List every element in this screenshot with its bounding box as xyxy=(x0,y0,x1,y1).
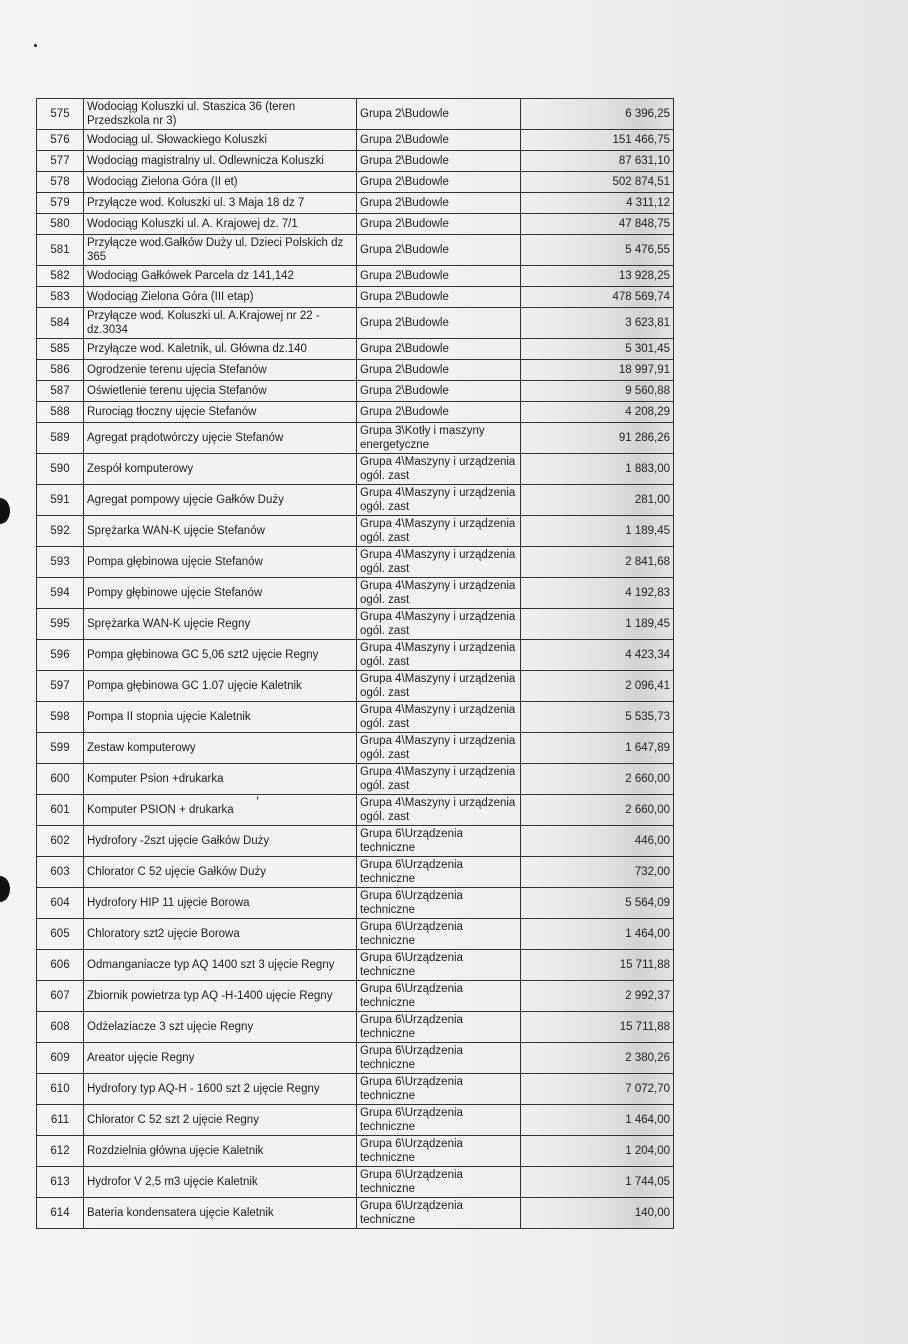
asset-value: 1 464,00 xyxy=(521,919,674,950)
asset-group: Grupa 2\Budowle xyxy=(357,381,521,402)
row-number: 576 xyxy=(37,130,84,151)
asset-name: Wodociąg Gałkówek Parcela dz 141,142 xyxy=(84,266,357,287)
asset-name: Wodociąg magistralny ul. Odlewnicza Koluszki xyxy=(84,151,357,172)
row-number: 578 xyxy=(37,172,84,193)
table-row xyxy=(37,578,674,609)
table-row xyxy=(37,919,674,950)
asset-name: Komputer PSION + drukarka xyxy=(84,795,357,826)
asset-group: Grupa 6\Urządzenia techniczne xyxy=(357,1043,521,1074)
asset-group: Grupa 2\Budowle xyxy=(357,360,521,381)
row-number: 581 xyxy=(37,235,84,266)
asset-group: Grupa 2\Budowle xyxy=(357,287,521,308)
table-row xyxy=(37,981,674,1012)
asset-value: 15 711,88 xyxy=(521,1012,674,1043)
asset-name: Wodociąg Zielona Góra (III etap) xyxy=(84,287,357,308)
asset-group: Grupa 6\Urządzenia techniczne xyxy=(357,1105,521,1136)
asset-group: Grupa 6\Urządzenia techniczne xyxy=(357,1074,521,1105)
asset-group: Grupa 6\Urządzenia techniczne xyxy=(357,950,521,981)
asset-name: Areator ujęcie Regny xyxy=(84,1043,357,1074)
asset-group: Grupa 4\Maszyny i urządzenia ogól. zast xyxy=(357,578,521,609)
row-number: 603 xyxy=(37,857,84,888)
asset-group: Grupa 4\Maszyny i urządzenia ogól. zast xyxy=(357,485,521,516)
row-number: 593 xyxy=(37,547,84,578)
table-row xyxy=(37,130,674,151)
table-row xyxy=(37,287,674,308)
asset-group: Grupa 4\Maszyny i urządzenia ogól. zast xyxy=(357,671,521,702)
row-number: 585 xyxy=(37,339,84,360)
asset-name: Chlorator C 52 szt 2 ujęcie Regny xyxy=(84,1105,357,1136)
scan-speck xyxy=(34,44,37,47)
asset-value: 151 466,75 xyxy=(521,130,674,151)
table-row xyxy=(37,308,674,339)
row-number: 596 xyxy=(37,640,84,671)
row-number: 611 xyxy=(37,1105,84,1136)
asset-value: 1 647,89 xyxy=(521,733,674,764)
table-row xyxy=(37,702,674,733)
asset-group: Grupa 6\Urządzenia techniczne xyxy=(357,981,521,1012)
table-row xyxy=(37,888,674,919)
asset-group: Grupa 4\Maszyny i urządzenia ogól. zast xyxy=(357,609,521,640)
row-number: 607 xyxy=(37,981,84,1012)
table-row xyxy=(37,640,674,671)
asset-group: Grupa 2\Budowle xyxy=(357,308,521,339)
asset-value: 91 286,26 xyxy=(521,423,674,454)
asset-value: 1 189,45 xyxy=(521,609,674,640)
asset-value: 2 841,68 xyxy=(521,547,674,578)
asset-group: Grupa 2\Budowle xyxy=(357,130,521,151)
table-row xyxy=(37,1136,674,1167)
asset-group: Grupa 6\Urządzenia techniczne xyxy=(357,857,521,888)
table-row xyxy=(37,235,674,266)
asset-group: Grupa 2\Budowle xyxy=(357,99,521,130)
asset-name: Zbiornik powietrza typ AQ -H-1400 ujęcie Regny xyxy=(84,981,357,1012)
table-row xyxy=(37,485,674,516)
asset-group: Grupa 4\Maszyny i urządzenia ogól. zast xyxy=(357,516,521,547)
asset-name: Agregat pompowy ujęcie Gałków Duży xyxy=(84,485,357,516)
row-number: 602 xyxy=(37,826,84,857)
asset-name: Hydrofor V 2,5 m3 ujęcie Kaletnik xyxy=(84,1167,357,1198)
asset-name: Chloratory szt2 ujęcie Borowa xyxy=(84,919,357,950)
asset-value: 2 096,41 xyxy=(521,671,674,702)
asset-name: Pompa II stopnia ujęcie Kaletnik xyxy=(84,702,357,733)
asset-value: 18 997,91 xyxy=(521,360,674,381)
asset-value: 281,00 xyxy=(521,485,674,516)
table-row xyxy=(37,1105,674,1136)
row-number: 595 xyxy=(37,609,84,640)
table-row xyxy=(37,172,674,193)
row-number: 597 xyxy=(37,671,84,702)
row-number: 605 xyxy=(37,919,84,950)
asset-value: 2 380,26 xyxy=(521,1043,674,1074)
asset-value: 5 301,45 xyxy=(521,339,674,360)
row-number: 592 xyxy=(37,516,84,547)
asset-group: Grupa 4\Maszyny i urządzenia ogól. zast xyxy=(357,702,521,733)
asset-value: 5 476,55 xyxy=(521,235,674,266)
asset-group: Grupa 2\Budowle xyxy=(357,214,521,235)
table-row xyxy=(37,360,674,381)
table-row xyxy=(37,423,674,454)
asset-group: Grupa 6\Urządzenia techniczne xyxy=(357,1136,521,1167)
asset-name: Wodociąg Zielona Góra (II et) xyxy=(84,172,357,193)
asset-group: Grupa 4\Maszyny i urządzenia ogól. zast xyxy=(357,733,521,764)
table-row xyxy=(37,764,674,795)
asset-name: Pompa głębinowa ujęcie Stefanów xyxy=(84,547,357,578)
row-number: 577 xyxy=(37,151,84,172)
asset-value: 47 848,75 xyxy=(521,214,674,235)
asset-name: Chlorator C 52 ujęcie Gałków Duży xyxy=(84,857,357,888)
asset-name: Przyłącze wod. Kaletnik, ul. Główna dz.140 xyxy=(84,339,357,360)
asset-value: 2 660,00 xyxy=(521,764,674,795)
asset-name: Komputer Psion +drukarka xyxy=(84,764,357,795)
asset-value: 2 660,00 xyxy=(521,795,674,826)
asset-value: 4 423,34 xyxy=(521,640,674,671)
asset-group: Grupa 6\Urządzenia techniczne xyxy=(357,919,521,950)
asset-value: 7 072,70 xyxy=(521,1074,674,1105)
asset-group: Grupa 4\Maszyny i urządzenia ogól. zast xyxy=(357,454,521,485)
asset-name: Odżelaziacze 3 szt ujęcie Regny xyxy=(84,1012,357,1043)
row-number: 588 xyxy=(37,402,84,423)
asset-name: Przyłącze wod. Koluszki ul. A.Krajowej nr 22 - dz.3034 xyxy=(84,308,357,339)
asset-name: Wodociąg ul. Słowackiego Koluszki xyxy=(84,130,357,151)
asset-value: 1 883,00 xyxy=(521,454,674,485)
asset-name: Pompa głębinowa GC 5,06 szt2 ujęcie Regny xyxy=(84,640,357,671)
table-row xyxy=(37,99,674,130)
asset-name: Ogrodzenie terenu ujęcia Stefanów xyxy=(84,360,357,381)
asset-group: Grupa 2\Budowle xyxy=(357,339,521,360)
asset-name: Zestaw komputerowy xyxy=(84,733,357,764)
row-number: 601 xyxy=(37,795,84,826)
table-row xyxy=(37,381,674,402)
table-row xyxy=(37,826,674,857)
row-number: 589 xyxy=(37,423,84,454)
asset-name: Hydrofory -2szt ujęcie Gałków Duży xyxy=(84,826,357,857)
row-number: 587 xyxy=(37,381,84,402)
asset-name: Przyłącze wod.Gałków Duży ul. Dzieci Polskich dz 365 xyxy=(84,235,357,266)
table-row xyxy=(37,857,674,888)
asset-name: Sprężarka WAN-K ujęcie Regny xyxy=(84,609,357,640)
asset-value: 446,00 xyxy=(521,826,674,857)
asset-name: Odmanganiacze typ AQ 1400 szt 3 ujęcie Regny xyxy=(84,950,357,981)
table-row xyxy=(37,671,674,702)
row-number: 612 xyxy=(37,1136,84,1167)
asset-name: Agregat prądotwórczy ujęcie Stefanów xyxy=(84,423,357,454)
row-number: 604 xyxy=(37,888,84,919)
asset-name: Wodociąg Koluszki ul. Staszica 36 (teren Przedszkola nr 3) xyxy=(84,99,357,130)
row-number: 608 xyxy=(37,1012,84,1043)
asset-value: 13 928,25 xyxy=(521,266,674,287)
row-number: 614 xyxy=(37,1198,84,1229)
asset-group: Grupa 6\Urządzenia techniczne xyxy=(357,888,521,919)
asset-name: Rozdzielnia główna ujęcie Kaletnik xyxy=(84,1136,357,1167)
row-number: 594 xyxy=(37,578,84,609)
row-number: 580 xyxy=(37,214,84,235)
asset-value: 3 623,81 xyxy=(521,308,674,339)
asset-group: Grupa 4\Maszyny i urządzenia ogól. zast xyxy=(357,547,521,578)
asset-group: Grupa 2\Budowle xyxy=(357,151,521,172)
asset-name: Oświetlenie terenu ujęcia Stefanów xyxy=(84,381,357,402)
inventory-table xyxy=(36,98,674,1229)
table-row xyxy=(37,547,674,578)
table-row xyxy=(37,516,674,547)
row-number: 590 xyxy=(37,454,84,485)
asset-name: Sprężarka WAN-K ujęcie Stefanów xyxy=(84,516,357,547)
asset-value: 4 192,83 xyxy=(521,578,674,609)
asset-value: 1 189,45 xyxy=(521,516,674,547)
asset-group: Grupa 6\Urządzenia techniczne xyxy=(357,1167,521,1198)
row-number: 613 xyxy=(37,1167,84,1198)
asset-value: 2 992,37 xyxy=(521,981,674,1012)
table-row xyxy=(37,950,674,981)
table-row xyxy=(37,214,674,235)
row-number: 591 xyxy=(37,485,84,516)
table-row xyxy=(37,193,674,214)
table-row xyxy=(37,1167,674,1198)
table-row xyxy=(37,1012,674,1043)
table-row xyxy=(37,733,674,764)
asset-value: 6 396,25 xyxy=(521,99,674,130)
asset-group: Grupa 6\Urządzenia techniczne xyxy=(357,1198,521,1229)
asset-group: Grupa 4\Maszyny i urządzenia ogól. zast xyxy=(357,640,521,671)
asset-name: Hydrofory typ AQ-H - 1600 szt 2 ujęcie Regny xyxy=(84,1074,357,1105)
table-row xyxy=(37,609,674,640)
asset-group: Grupa 2\Budowle xyxy=(357,235,521,266)
asset-group: Grupa 6\Urządzenia techniczne xyxy=(357,1012,521,1043)
asset-value: 502 874,51 xyxy=(521,172,674,193)
asset-value: 87 631,10 xyxy=(521,151,674,172)
asset-value: 1 204,00 xyxy=(521,1136,674,1167)
asset-name: Przyłącze wod. Koluszki ul. 3 Maja 18 dz 7 xyxy=(84,193,357,214)
row-number: 609 xyxy=(37,1043,84,1074)
asset-value: 140,00 xyxy=(521,1198,674,1229)
asset-group: Grupa 6\Urządzenia techniczne xyxy=(357,826,521,857)
table-row xyxy=(37,339,674,360)
asset-name: Pompy głębinowe ujęcie Stefanów xyxy=(84,578,357,609)
row-number: 610 xyxy=(37,1074,84,1105)
table-row xyxy=(37,266,674,287)
table-row xyxy=(37,1198,674,1229)
asset-name: Rurociąg tłoczny ujęcie Stefanów xyxy=(84,402,357,423)
asset-value: 732,00 xyxy=(521,857,674,888)
row-number: 586 xyxy=(37,360,84,381)
asset-value: 5 535,73 xyxy=(521,702,674,733)
row-number: 582 xyxy=(37,266,84,287)
asset-name: Pompa głębinowa GC 1.07 ujęcie Kaletnik xyxy=(84,671,357,702)
row-number: 579 xyxy=(37,193,84,214)
asset-name: Hydrofory HIP 11 ujęcie Borowa xyxy=(84,888,357,919)
table-row xyxy=(37,1074,674,1105)
asset-value: 15 711,88 xyxy=(521,950,674,981)
asset-group: Grupa 2\Budowle xyxy=(357,193,521,214)
asset-group: Grupa 4\Maszyny i urządzenia ogól. zast xyxy=(357,764,521,795)
asset-group: Grupa 4\Maszyny i urządzenia ogól. zast xyxy=(357,795,521,826)
asset-name: Bateria kondensatera ujęcie Kaletnik xyxy=(84,1198,357,1229)
row-number: 606 xyxy=(37,950,84,981)
table-row xyxy=(37,454,674,485)
asset-value: 478 569,74 xyxy=(521,287,674,308)
table-row xyxy=(37,795,674,826)
inventory-table-body xyxy=(37,99,674,1229)
pen-mark: ʼ xyxy=(256,794,260,810)
asset-value: 1 744,05 xyxy=(521,1167,674,1198)
row-number: 575 xyxy=(37,99,84,130)
row-number: 599 xyxy=(37,733,84,764)
table-row xyxy=(37,151,674,172)
asset-value: 5 564,09 xyxy=(521,888,674,919)
asset-value: 4 311,12 xyxy=(521,193,674,214)
asset-group: Grupa 2\Budowle xyxy=(357,172,521,193)
asset-name: Zespół komputerowy xyxy=(84,454,357,485)
table-row xyxy=(37,402,674,423)
asset-value: 4 208,29 xyxy=(521,402,674,423)
asset-group: Grupa 3\Kotły i maszyny energetyczne xyxy=(357,423,521,454)
row-number: 584 xyxy=(37,308,84,339)
asset-name: Wodociąg Koluszki ul. A. Krajowej dz. 7/1 xyxy=(84,214,357,235)
row-number: 600 xyxy=(37,764,84,795)
row-number: 598 xyxy=(37,702,84,733)
table-row xyxy=(37,1043,674,1074)
asset-value: 1 464,00 xyxy=(521,1105,674,1136)
asset-value: 9 560,88 xyxy=(521,381,674,402)
asset-group: Grupa 2\Budowle xyxy=(357,402,521,423)
asset-group: Grupa 2\Budowle xyxy=(357,266,521,287)
row-number: 583 xyxy=(37,287,84,308)
